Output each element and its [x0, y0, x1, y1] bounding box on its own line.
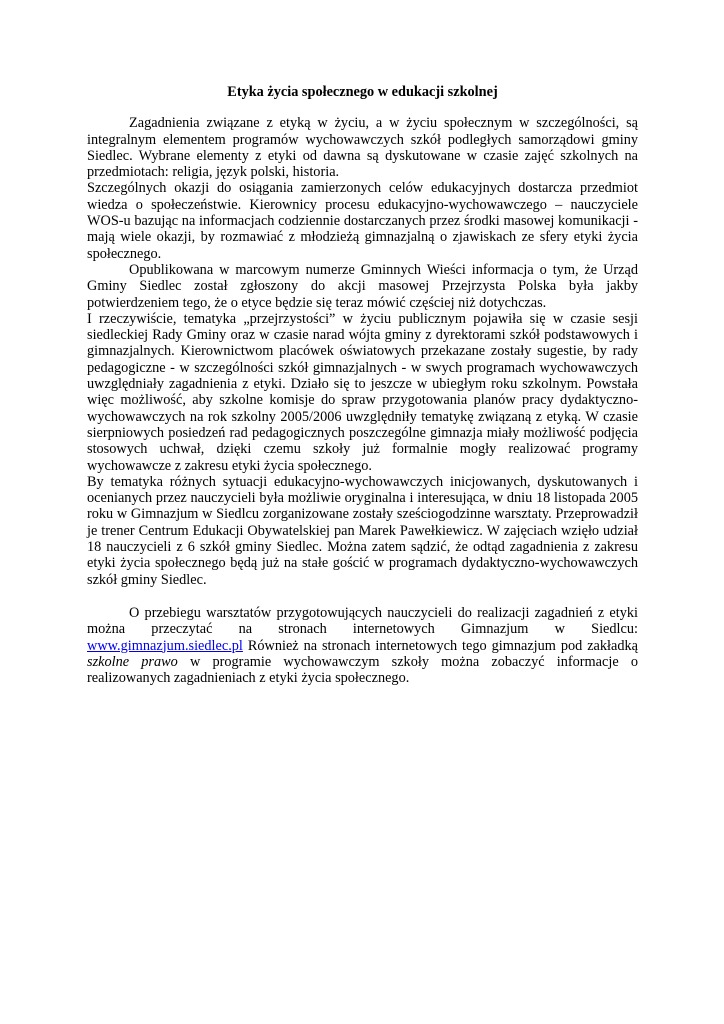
paragraph-3: Opublikowana w marcowym numerze Gminnych Wieści informacja o tym, że Urząd Gminy Siedlec został zgłoszony do akcji masowej Przejrzysta Polska była jakby potwierdzeniem tego, że o etyce będzie się teraz mówić częściej niż dotychczas.	[87, 261, 638, 311]
paragraph-2: Szczególnych okazji do osiągania zamierzonych celów edukacyjnych dostarcza przedmiot wiedza o społeczeństwie. Kierownicy procesu edukacyjno-wychowawczego – nauczyciele WOS-u bazując na informacjach codziennie dostarczanych przez środki masowej komunikacji - mają wiele okazji, by rozmawiać z młodzieżą gimnazjalną o zjawiskach ze sfery etyki życia społecznego.	[87, 180, 638, 262]
paragraph-6-middle: Również na stronach internetowych tego gimnazjum pod zakładką	[242, 637, 638, 654]
paragraph-4: I rzeczywiście, tematyka „przejrzystości” w życiu publicznym pojawiła się w czasie sesji siedleckiej Rady Gminy oraz w czasie narad wójta gminy z dyrektorami szkół podstawowych i gimnazjalnych. Kierownictwom placówek oświatowych przekazane zostały sugestie, by rady pedagogiczne - w szczególności szkół gimnazjalnych - w swych programach wychowawczych uwzględniały zagadnienia z etyki. Działo się to jeszcze w ubiegłym roku szkolnym. Powstała więc możliwość, aby szkolne komisje do spraw przygotowania planów pracy dydaktyczno-wychowawczych na rok szkolny 2005/2006 uwzględniły tematykę związaną z etyką. W czasie sierpniowych posiedzeń rad pedagogicznych poszczególne gimnazja miały możliwość podjęcia stosowych uchwał, dzięki czemu szkoły już formalnie mogły realizować programy wychowawcze z zakresu etyki życia społecznego.	[87, 310, 638, 474]
paragraph-spacer	[87, 588, 638, 605]
document-title: Etyka życia społecznego w edukacji szkolnej	[227, 84, 498, 100]
paragraph-6	[87, 605, 638, 686]
school-website-link[interactable]: www.gimnazjum.siedlec.pl	[87, 637, 243, 654]
paragraph-5: By tematyka różnych sytuacji edukacyjno-wychowawczych inicjowanych, dyskutowanych i ocenianych przez nauczycieli była możliwie oryginalna i interesująca, w dniu 18 listopada 2005 roku w Gimnazjum w Siedlcu zorganizowane zostały sześciogodzinne warsztaty. Przeprowadził je trener Centrum Edukacji Obywatelskiej pan Marek Pawełkiewicz. W zajęciach wzięło udział 18 nauczycieli z 6 szkół gminy Siedlec. Można zatem sądzić, że odtąd zagadnienia z zakresu etyki życia społecznego będą już na stałe gościć w programach dydaktyczno-wychowawczych szkół gminy Siedlec.	[87, 473, 638, 588]
document-body	[87, 84, 638, 686]
paragraph-1: Zagadnienia związane z etyką w życiu, a w życiu społecznym w szczególności, są integralnym elementem programów wychowawczych szkół podległych samorządowi gminy Siedlec. Wybrane elementy z etyki od dawna są dyskutowane w czasie zajęć szkolnych na przedmiotach: religia, język polski, historia.	[87, 115, 638, 181]
tab-name-italic: szkolne prawo	[87, 653, 178, 670]
paragraph-6-end: w programie wychowawczym szkoły można zobaczyć informacje o realizowanych zagadnieniach z etyki życia społecznego.	[87, 653, 638, 687]
paragraph-6-intro: O przebiegu warsztatów przygotowujących nauczycieli do realizacji zagadnień z etyki można przeczytać na stronach internetowych Gimnazjum w Siedlcu:	[87, 604, 638, 638]
